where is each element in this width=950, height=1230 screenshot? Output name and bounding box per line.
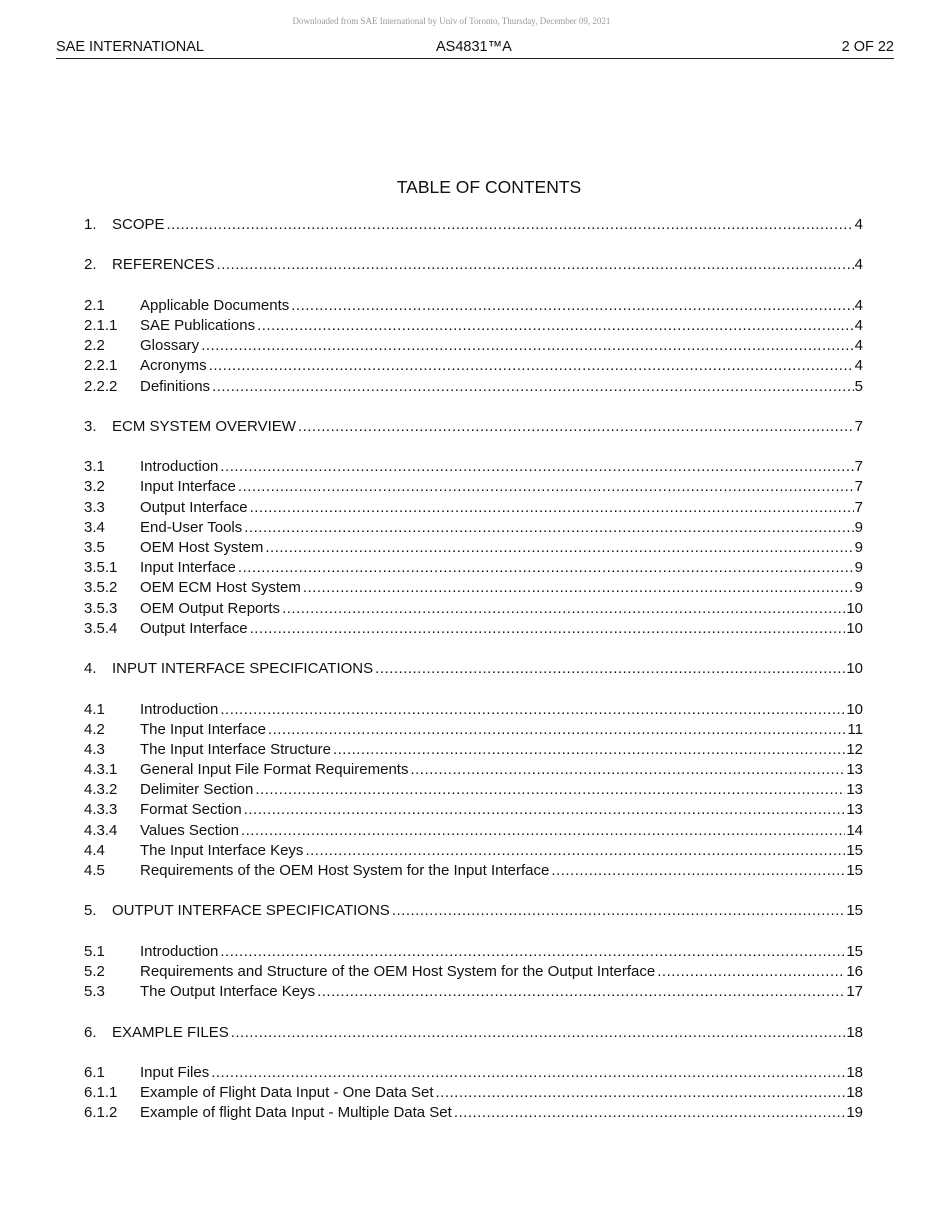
toc-subsection-entry[interactable] <box>84 477 863 497</box>
toc-section-entry[interactable] <box>84 417 863 437</box>
toc-entry-page: 4 <box>854 256 863 274</box>
toc-entry-page: 9 <box>854 579 863 597</box>
toc-entry-page: 17 <box>846 983 863 1001</box>
toc-subsection-entry[interactable] <box>84 538 863 558</box>
toc-subsection-entry[interactable] <box>84 800 863 820</box>
toc-entry-title: REFERENCES <box>112 256 215 274</box>
toc-entry-number: 4. <box>84 660 97 678</box>
toc-entry-number: 2.1.1 <box>84 316 118 334</box>
toc-subsection-entry[interactable] <box>84 377 863 397</box>
toc-entry-page: 4 <box>854 216 863 233</box>
toc-subsection-entry[interactable] <box>84 720 863 740</box>
toc-dot-leader <box>435 1083 845 1103</box>
toc-entry-number: 4.3.4 <box>84 821 118 839</box>
toc-entry-number: 3.5 <box>84 539 105 556</box>
toc-dot-leader <box>410 760 845 780</box>
toc-spacer <box>84 1002 863 1022</box>
toc-subsection-entry[interactable] <box>84 942 863 962</box>
toc-entry-page: 19 <box>846 1104 863 1122</box>
toc-subsection-entry[interactable] <box>84 578 863 598</box>
toc-entry-title: Input Files <box>140 1063 210 1081</box>
toc-entry-title: The Input Interface Structure <box>140 740 331 758</box>
toc-entry-page: 11 <box>847 720 863 738</box>
toc-entry-page: 16 <box>846 962 863 980</box>
toc-subsection-entry[interactable] <box>84 518 863 538</box>
toc-entry-page: 10 <box>846 599 863 617</box>
toc-dot-leader <box>333 740 845 760</box>
toc-entry-number: 4.4 <box>84 841 105 859</box>
toc-dot-leader <box>298 417 854 437</box>
toc-section-entry[interactable] <box>84 215 863 235</box>
toc-entry-title: The Output Interface Keys <box>140 983 316 1001</box>
toc-subsection-entry[interactable] <box>84 336 863 356</box>
toc-dot-leader <box>255 780 845 800</box>
toc-dot-leader <box>257 316 854 336</box>
toc-dot-leader <box>291 296 853 316</box>
toc-entry-title: Acronyms <box>140 357 207 375</box>
toc-subsection-entry[interactable] <box>84 841 863 861</box>
toc-entry-page: 15 <box>846 902 863 920</box>
toc-spacer <box>84 639 863 659</box>
toc-dot-leader <box>244 800 846 820</box>
toc-entry-number: 3.5.1 <box>84 559 118 577</box>
toc-subsection-entry[interactable] <box>84 599 863 619</box>
toc-entry-page: 9 <box>854 518 863 536</box>
toc-dot-leader <box>220 942 845 962</box>
toc-entry-title: EXAMPLE FILES <box>112 1023 229 1041</box>
toc-entry-title: Example of Flight Data Input - One Data Set <box>140 1084 434 1102</box>
toc-entry-page: 7 <box>854 498 863 516</box>
toc-entry-number: 5. <box>84 902 97 920</box>
toc-entry-title: OEM ECM Host System <box>140 579 301 597</box>
toc-dot-leader <box>209 356 854 376</box>
toc-dot-leader <box>217 255 854 275</box>
toc-spacer <box>84 1043 863 1063</box>
toc-entry-title: General Input File Format Requirements <box>140 761 409 779</box>
toc-entry-page: 10 <box>846 700 863 718</box>
toc-dot-leader <box>305 841 845 861</box>
toc-dot-leader <box>250 498 854 518</box>
toc-entry-page: 12 <box>846 740 863 758</box>
toc-entry-title: Output Interface <box>140 619 248 637</box>
toc-entry-page: 9 <box>854 559 863 577</box>
table-of-contents <box>84 215 863 1123</box>
toc-entry-page: 4 <box>854 316 863 334</box>
toc-entry-number: 5.2 <box>84 962 105 980</box>
toc-spacer <box>84 922 863 942</box>
download-watermark: Downloaded from SAE International by Univ of Toronto, Thursday, December 09, 2021 <box>292 16 611 26</box>
toc-entry-number: 4.5 <box>84 862 105 879</box>
toc-dot-leader <box>250 619 846 639</box>
toc-entry-number: 6.1 <box>84 1063 105 1081</box>
toc-dot-leader <box>220 457 853 477</box>
toc-entry-number: 2.2 <box>84 337 105 355</box>
toc-entry-title: Requirements of the OEM Host System for the Input Interface <box>140 862 550 879</box>
toc-entry-title: Values Section <box>140 821 239 839</box>
toc-entry-title: Output Interface <box>140 498 248 516</box>
toc-dot-leader <box>265 538 853 558</box>
toc-entry-number: 6.1.1 <box>84 1084 118 1102</box>
toc-entry-number: 4.2 <box>84 720 105 738</box>
toc-entry-number: 6.1.2 <box>84 1104 118 1122</box>
toc-entry-title: The Input Interface Keys <box>140 841 304 859</box>
header-page-number: 2 OF 22 <box>841 39 894 55</box>
toc-dot-leader <box>268 720 847 740</box>
toc-entry-page: 18 <box>846 1063 863 1081</box>
toc-dot-leader <box>211 1063 845 1083</box>
toc-entry-title: Example of flight Data Input - Multiple Data Set <box>140 1104 452 1122</box>
toc-entry-title: OEM Output Reports <box>140 599 281 617</box>
toc-dot-leader <box>551 861 845 881</box>
toc-spacer <box>84 437 863 457</box>
toc-entry-number: 3.4 <box>84 518 105 536</box>
toc-entry-title: The Input Interface <box>140 720 266 738</box>
toc-entry-number: 4.3.1 <box>84 761 118 779</box>
toc-dot-leader <box>282 599 845 619</box>
toc-dot-leader <box>201 336 853 356</box>
toc-entry-page: 4 <box>854 296 863 314</box>
toc-entry-page: 9 <box>854 539 863 556</box>
toc-entry-number: 3. <box>84 417 97 435</box>
toc-subsection-entry[interactable] <box>84 962 863 982</box>
toc-entry-title: SAE Publications <box>140 316 256 334</box>
toc-entry-page: 18 <box>846 1084 863 1102</box>
toc-entry-title: OEM Host System <box>140 539 264 556</box>
toc-entry-page: 13 <box>846 781 863 799</box>
toc-dot-leader <box>657 962 845 982</box>
toc-entry-number: 5.3 <box>84 983 105 1001</box>
toc-dot-leader <box>212 377 854 397</box>
toc-dot-leader <box>238 477 854 497</box>
page-header <box>56 38 894 59</box>
toc-entry-page: 15 <box>846 841 863 859</box>
toc-entry-title: Delimiter Section <box>140 781 254 799</box>
toc-subsection-entry[interactable] <box>84 1083 863 1103</box>
toc-entry-page: 10 <box>846 660 863 678</box>
toc-entry-title: End-User Tools <box>140 518 243 536</box>
toc-entry-number: 5.1 <box>84 942 105 960</box>
toc-spacer <box>84 881 863 901</box>
toc-subsection-entry[interactable] <box>84 558 863 578</box>
header-document-number: AS4831™A <box>436 39 512 55</box>
toc-spacer <box>84 397 863 417</box>
toc-entry-title: Requirements and Structure of the OEM Host System for the Output Interface <box>140 962 656 980</box>
toc-subsection-entry[interactable] <box>84 619 863 639</box>
toc-dot-leader <box>220 700 845 720</box>
toc-section-entry[interactable] <box>84 255 863 275</box>
toc-dot-leader <box>303 578 854 598</box>
toc-entry-page: 13 <box>846 801 863 819</box>
toc-entry-page: 15 <box>846 942 863 960</box>
toc-entry-page: 4 <box>854 357 863 375</box>
toc-entry-title: Definitions <box>140 377 211 395</box>
toc-entry-number: 2.1 <box>84 296 105 314</box>
toc-dot-leader <box>238 558 854 578</box>
toc-entry-number: 3.5.2 <box>84 579 118 597</box>
toc-dot-leader <box>317 982 845 1002</box>
toc-entry-page: 4 <box>854 337 863 355</box>
toc-entry-number: 4.1 <box>84 700 105 718</box>
toc-entry-number: 3.5.4 <box>84 619 118 637</box>
toc-entry-title: Glossary <box>140 337 200 355</box>
toc-entry-title: INPUT INTERFACE SPECIFICATIONS <box>112 660 374 678</box>
toc-entry-number: 4.3.3 <box>84 801 118 819</box>
toc-entry-number: 6. <box>84 1023 97 1041</box>
toc-entry-title: Applicable Documents <box>140 296 290 314</box>
toc-subsection-entry[interactable] <box>84 356 863 376</box>
toc-entry-number: 4.3 <box>84 740 105 758</box>
toc-entry-page: 13 <box>846 761 863 779</box>
toc-entry-title: Introduction <box>140 458 219 476</box>
toc-entry-page: 14 <box>846 821 863 839</box>
header-organization: SAE INTERNATIONAL <box>56 39 204 55</box>
toc-entry-page: 15 <box>846 862 863 879</box>
toc-subsection-entry[interactable] <box>84 457 863 477</box>
toc-subsection-entry[interactable] <box>84 740 863 760</box>
toc-subsection-entry[interactable] <box>84 316 863 336</box>
toc-entry-title: Input Interface <box>140 559 236 577</box>
toc-entry-number: 4.3.2 <box>84 781 118 799</box>
toc-subsection-entry[interactable] <box>84 760 863 780</box>
toc-entry-number: 3.1 <box>84 458 105 476</box>
toc-section-entry[interactable] <box>84 1023 863 1043</box>
toc-heading: TABLE OF CONTENTS <box>396 177 582 197</box>
toc-entry-page: 7 <box>854 458 863 476</box>
toc-entry-number: 2. <box>84 256 97 274</box>
toc-section-entry[interactable] <box>84 901 863 921</box>
toc-section-entry[interactable] <box>84 659 863 679</box>
toc-dot-leader <box>231 1023 846 1043</box>
toc-entry-page: 10 <box>846 619 863 637</box>
toc-subsection-entry[interactable] <box>84 296 863 316</box>
toc-subsection-entry[interactable] <box>84 1103 863 1123</box>
toc-entry-title: Input Interface <box>140 478 236 496</box>
toc-subsection-entry[interactable] <box>84 780 863 800</box>
toc-subsection-entry[interactable] <box>84 700 863 720</box>
toc-spacer <box>84 276 863 296</box>
toc-entry-title: Format Section <box>140 801 242 819</box>
toc-entry-page: 7 <box>854 478 863 496</box>
toc-dot-leader <box>375 659 845 679</box>
toc-entry-title: ECM SYSTEM OVERVIEW <box>112 417 296 435</box>
toc-entry-title: SCOPE <box>112 216 165 233</box>
toc-entry-number: 3.5.3 <box>84 599 118 617</box>
toc-entry-title: Introduction <box>140 700 219 718</box>
toc-entry-title: OUTPUT INTERFACE SPECIFICATIONS <box>112 902 390 920</box>
toc-spacer <box>84 235 863 255</box>
toc-subsection-entry[interactable] <box>84 498 863 518</box>
toc-entry-number: 2.2.1 <box>84 357 118 375</box>
toc-entry-number: 1. <box>84 216 97 233</box>
toc-entry-page: 5 <box>854 377 863 395</box>
toc-entry-page: 7 <box>854 417 863 435</box>
toc-entry-page: 18 <box>846 1023 863 1041</box>
toc-subsection-entry[interactable] <box>84 821 863 841</box>
toc-entry-title: Introduction <box>140 942 219 960</box>
toc-dot-leader <box>244 518 853 538</box>
toc-dot-leader <box>454 1103 845 1123</box>
toc-dot-leader <box>392 901 846 921</box>
toc-subsection-entry[interactable] <box>84 1063 863 1083</box>
toc-subsection-entry[interactable] <box>84 861 863 881</box>
toc-dot-leader <box>241 821 845 841</box>
toc-entry-number: 3.2 <box>84 478 105 496</box>
toc-entry-number: 3.3 <box>84 498 105 516</box>
toc-entry-number: 2.2.2 <box>84 377 118 395</box>
toc-subsection-entry[interactable] <box>84 982 863 1002</box>
toc-spacer <box>84 679 863 699</box>
toc-dot-leader <box>167 215 854 235</box>
